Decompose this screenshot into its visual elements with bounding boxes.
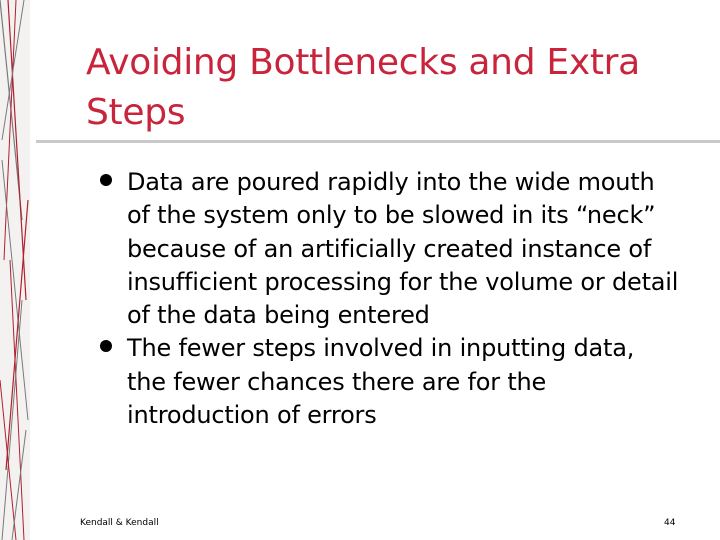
bullet-line: introduction of errors (127, 401, 377, 430)
bullet-line: insufficient processing for the volume or detail (127, 267, 679, 296)
slide-title (86, 38, 686, 138)
slide-title-line-1: Avoiding Bottlenecks and Extra (86, 42, 640, 83)
title-underline (36, 140, 720, 143)
bullet-line: of the system only to be slowed in its “neck” (127, 201, 656, 230)
bullet-item-fewer-steps (100, 332, 712, 432)
footer-author: Kendall & Kendall (80, 518, 159, 528)
bullet-line: the fewer chances there are for the (127, 367, 547, 396)
diagonal-lines-decoration (0, 0, 30, 540)
bullet-line: The fewer steps involved in inputting data, (127, 334, 635, 363)
bullet-line: Data are poured rapidly into the wide mouth (127, 168, 655, 196)
bullet-line: of the data being entered (127, 301, 430, 330)
page-number: 44 (664, 518, 676, 528)
bullet-line: because of an artificially created instance of (127, 234, 652, 263)
decorative-left-strip (0, 0, 30, 540)
bullet-list (100, 166, 712, 432)
bullet-item-bottlenecks (100, 166, 712, 332)
bullet-dot-icon (100, 174, 112, 186)
slide-title-line-2: Steps (86, 92, 186, 133)
bullet-dot-icon (100, 340, 112, 352)
